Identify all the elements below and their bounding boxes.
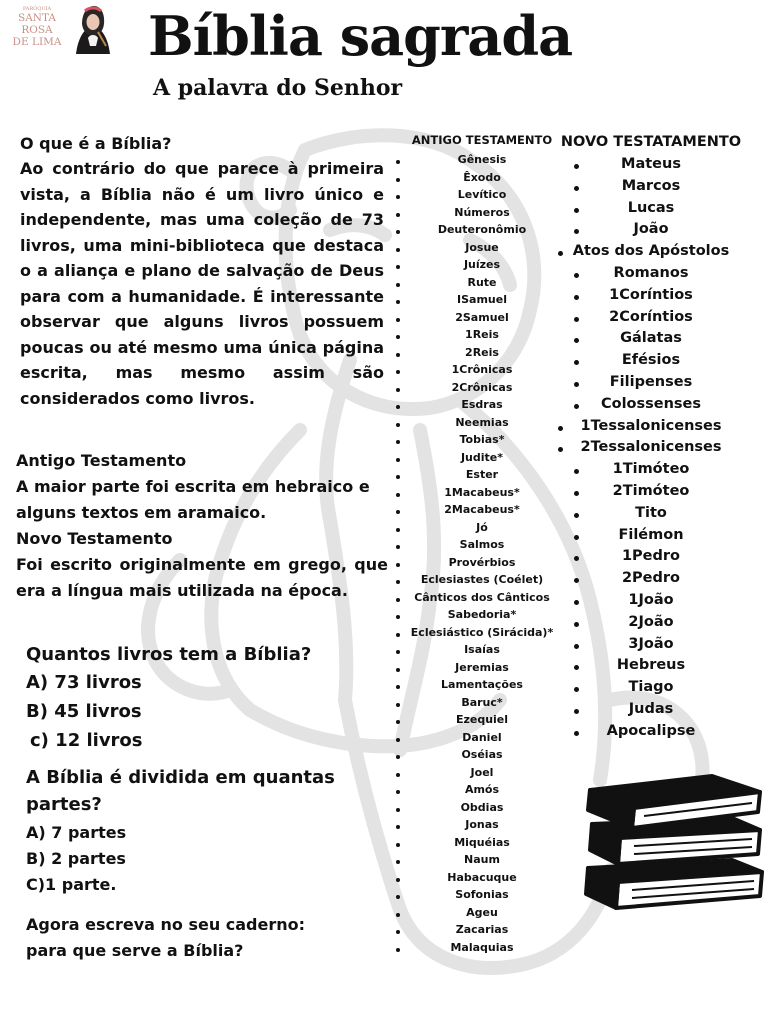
quiz-2-option-a: A) 7 partes xyxy=(26,823,127,842)
new-testament-book-romanos: Romanos xyxy=(556,263,746,285)
new-testament-book-1corintios: 1Coríntios xyxy=(556,285,746,307)
logo-line-1: SANTA xyxy=(18,12,56,24)
new-testament-book-tiago: Tiago xyxy=(556,677,746,699)
logo-line-2: ROSA xyxy=(21,24,53,36)
old-testament-book-baruc: Baruc* xyxy=(392,694,572,712)
intro-paragraph: Ao contrário do que parece à primeira vista, a Bíblia não é um livro único e independente, mas uma coleção de 73 livros, uma mini-biblioteca que destaca o a aliança e plano de salvação de Deus para com a humanidade. É interessante observar que alguns livros possuem poucas ou até mesmo uma única página escrita, mas mesmo assim são considerados como livros. xyxy=(20,159,384,408)
new-testament-book-judas: Judas xyxy=(556,699,746,721)
old-testament-book-sabedoria: Sabedoria* xyxy=(392,606,572,624)
old-testament-book-sofonias: Sofonias xyxy=(392,886,572,904)
new-testament-book-1joao: 1João xyxy=(556,590,746,612)
old-testament-book-jo: Jó xyxy=(392,519,572,537)
quiz-1-option-c: c) 12 livros xyxy=(30,730,143,751)
new-testament-book-1timoteo: 1Timóteo xyxy=(556,459,746,481)
new-testament-text: Foi escrito originalmente em grego, que era a língua mais utilizada na época. xyxy=(16,555,388,600)
new-testament-book-1pedro: 1Pedro xyxy=(556,546,746,568)
old-testament-column-heading: ANTIGO TESTAMENTO xyxy=(411,133,553,147)
old-testament-book-habacuque: Habacuque xyxy=(392,869,572,887)
new-testament-book-efesios: Efésios xyxy=(556,350,746,372)
page-title: Bíblia sagrada xyxy=(148,4,573,68)
quiz-2-option-c: C)1 parte. xyxy=(26,875,117,894)
task-line-1: Agora escreva no seu caderno: xyxy=(26,915,306,934)
old-testament-book-1reis: 1Reis xyxy=(392,326,572,344)
old-testament-book-levitico: Levítico xyxy=(392,186,572,204)
new-testament-book-hebreus: Hebreus xyxy=(556,655,746,677)
new-testament-column xyxy=(556,131,746,743)
new-testament-book-colossenses: Colossenses xyxy=(556,394,746,416)
quiz-section xyxy=(26,641,386,964)
old-testament-book-joel: Joel xyxy=(392,764,572,782)
old-testament-book-juizes: Juízes xyxy=(392,256,572,274)
new-testament-book-filemon: Filémon xyxy=(556,525,746,547)
old-testament-book-eclesiastico-siracida: Eclesiástico (Sirácida)* xyxy=(392,624,572,642)
new-testament-heading: Novo Testamento xyxy=(16,529,173,548)
new-testament-book-3joao: 3João xyxy=(556,634,746,656)
old-testament-book-proverbios: Provérbios xyxy=(392,554,572,572)
old-testament-book-miqueias: Miquéias xyxy=(392,834,572,852)
old-testament-book-neemias: Neemias xyxy=(392,414,572,432)
old-testament-book-1macabeus: 1Macabeus* xyxy=(392,484,572,502)
old-testament-book-esdras: Esdras xyxy=(392,396,572,414)
old-testament-book-eclesiastes-coelet: Eclesiastes (Coélet) xyxy=(392,571,572,589)
old-testament-text: A maior parte foi escrita em hebraico e alguns textos em aramaico. xyxy=(16,477,370,522)
new-testament-column-heading: NOVO TESTATAMENTO xyxy=(560,134,742,150)
old-testament-book-deuteronomio: Deuteronômio xyxy=(392,221,572,239)
old-testament-book-canticos-dos-canticos: Cânticos dos Cânticos xyxy=(392,589,572,607)
saint-portrait-icon xyxy=(68,2,118,54)
quiz-2-option-b: B) 2 partes xyxy=(26,849,126,868)
new-testament-book-tito: Tito xyxy=(556,503,746,525)
old-testament-book-ester: Ester xyxy=(392,466,572,484)
old-testament-book-judite: Judite* xyxy=(392,449,572,467)
old-testament-column xyxy=(392,132,572,956)
new-testament-book-2pedro: 2Pedro xyxy=(556,568,746,590)
intro-heading: O que é a Bíblia? xyxy=(20,134,172,153)
quiz-1-option-b: B) 45 livros xyxy=(26,701,142,722)
new-testament-book-galatas: Gálatas xyxy=(556,328,746,350)
old-testament-book-exodo: Êxodo xyxy=(392,169,572,187)
new-testament-book-joao: João xyxy=(556,219,746,241)
old-testament-book-numeros: Números xyxy=(392,204,572,222)
old-testament-book-lamentacoes: Lamentações xyxy=(392,676,572,694)
new-testament-book-2timoteo: 2Timóteo xyxy=(556,481,746,503)
logo-small-text: PARÓQUIA xyxy=(22,6,52,12)
old-testament-book-2cronicas: 2Crônicas xyxy=(392,379,572,397)
old-testament-book-2reis: 2Reis xyxy=(392,344,572,362)
old-testament-book-naum: Naum xyxy=(392,851,572,869)
old-testament-book-jonas: Jonas xyxy=(392,816,572,834)
old-testament-book-genesis: Gênesis xyxy=(392,151,572,169)
old-testament-book-oseias: Oséias xyxy=(392,746,572,764)
old-testament-book-ageu: Ageu xyxy=(392,904,572,922)
logo-line-3: DE LIMA xyxy=(12,36,62,48)
old-testament-book-malaquias: Malaquias xyxy=(392,939,572,957)
old-testament-book-rute: Rute xyxy=(392,274,572,292)
intro-section xyxy=(20,132,384,411)
page-subtitle: A palavra do Senhor xyxy=(153,75,403,101)
old-testament-heading: Antigo Testamento xyxy=(16,451,187,470)
new-testament-book-1tessalonicenses: 1Tessalonicenses xyxy=(556,416,746,438)
new-testament-book-2joao: 2João xyxy=(556,612,746,634)
new-testament-book-lucas: Lucas xyxy=(556,198,746,220)
old-testament-book-isaias: Isaías xyxy=(392,641,572,659)
quiz-1-option-a: A) 73 livros xyxy=(26,672,142,693)
new-testament-book-list xyxy=(556,154,746,743)
old-testament-book-obdias: Obdias xyxy=(392,799,572,817)
old-testament-book-isamuel: ISamuel xyxy=(392,291,572,309)
stacked-books-icon xyxy=(582,772,766,914)
new-testament-book-filipenses: Filipenses xyxy=(556,372,746,394)
parish-logo-text xyxy=(4,6,70,48)
parish-logo xyxy=(2,2,122,54)
old-testament-book-2samuel: 2Samuel xyxy=(392,309,572,327)
new-testament-book-apocalipse: Apocalipse xyxy=(556,721,746,743)
new-testament-book-2tessalonicenses: 2Tessalonicenses xyxy=(556,437,746,459)
quiz-question-2: A Bíblia é dividida em quantas partes? xyxy=(26,767,335,815)
old-testament-book-daniel: Daniel xyxy=(392,729,572,747)
task-line-2: para que serve a Bíblia? xyxy=(26,941,244,960)
new-testament-book-mateus: Mateus xyxy=(556,154,746,176)
new-testament-book-marcos: Marcos xyxy=(556,176,746,198)
old-testament-book-josue: Josue xyxy=(392,239,572,257)
new-testament-book-atos-dos-apostolos: Atos dos Apóstolos xyxy=(556,241,746,263)
old-testament-book-list xyxy=(392,151,572,956)
old-testament-book-1cronicas: 1Crônicas xyxy=(392,361,572,379)
quiz-question-1: Quantos livros tem a Bíblia? xyxy=(26,644,312,665)
testaments-section xyxy=(16,448,388,604)
new-testament-book-2corintios: 2Coríntios xyxy=(556,307,746,329)
old-testament-book-tobias: Tobias* xyxy=(392,431,572,449)
old-testament-book-salmos: Salmos xyxy=(392,536,572,554)
old-testament-book-zacarias: Zacarias xyxy=(392,921,572,939)
old-testament-book-jeremias: Jeremias xyxy=(392,659,572,677)
old-testament-book-ezequiel: Ezequiel xyxy=(392,711,572,729)
old-testament-book-amos: Amós xyxy=(392,781,572,799)
old-testament-book-2macabeus: 2Macabeus* xyxy=(392,501,572,519)
